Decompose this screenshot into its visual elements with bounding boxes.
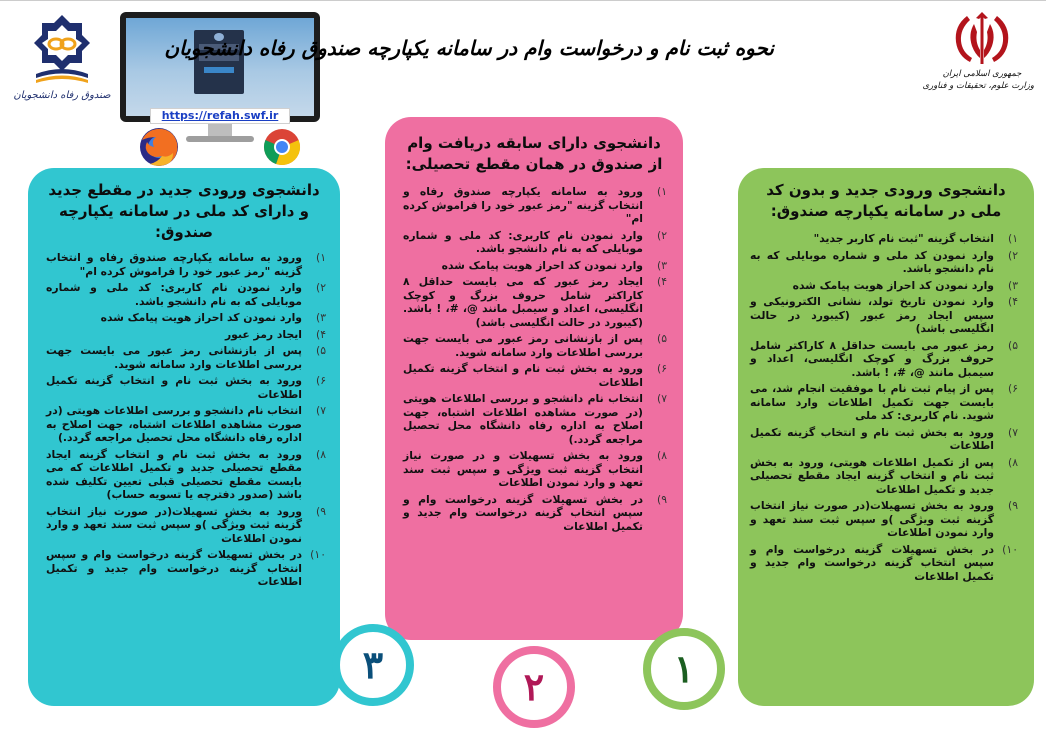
step-item xyxy=(750,279,1018,293)
step-item xyxy=(750,232,1018,246)
firefox-icon xyxy=(138,126,180,168)
monitor-base xyxy=(186,136,254,142)
step-item xyxy=(46,374,326,401)
step-item xyxy=(750,543,1018,584)
panel-title: دانشجوی دارای سابقه دریافت وام از صندوق در همان مقطع تحصیلی: xyxy=(405,134,663,173)
step-number: ۷) xyxy=(656,392,667,405)
step-number: ۷) xyxy=(1007,425,1018,439)
step-text: ایجاد رمز عبور که می بایست حداقل ۸ کاراکتر شامل حروف بزرگ و کوچک انگلیسی، اعداد و سیمبل مانند @، #، ! باشد. (کیبورد در حالت انگلیسی باشد) xyxy=(403,275,643,329)
step-number: ۹) xyxy=(315,504,326,518)
step-item xyxy=(750,499,1018,540)
step-number: ۲) xyxy=(1007,248,1018,262)
step-text: انتخاب گزینه "ثبت نام کاربر جدید" xyxy=(813,232,994,245)
badge-number-2: ۲ xyxy=(493,646,575,728)
steps-list xyxy=(403,185,667,533)
step-number: ۱) xyxy=(1007,232,1018,245)
step-number: ۳) xyxy=(315,311,326,324)
step-item xyxy=(750,339,1018,380)
step-number: ۷) xyxy=(315,404,326,417)
step-item xyxy=(403,259,667,273)
step-number: ۱) xyxy=(315,251,326,264)
step-item xyxy=(46,344,326,371)
step-text: در بخش تسهیلات گزینه درخواست وام و سپس انتخاب گزینه درخواست وام جدید و تکمیل اطلاعات xyxy=(46,548,302,588)
step-item xyxy=(46,328,326,342)
step-text: رمز عبور می بایست حداقل ۸ کاراکتر شامل حروف بزرگ و کوچک انگلیسی، اعداد و سیمبل مانند @، #، ! باشد. xyxy=(750,338,994,379)
step-number: ۸) xyxy=(1007,455,1018,469)
step-text: ورود به بخش ثبت نام و انتخاب گزینه تکمیل اطلاعات xyxy=(46,374,302,401)
step-item xyxy=(750,249,1018,276)
fund-name: صندوق رفاه دانشجویان xyxy=(13,90,111,101)
step-number: ۴) xyxy=(1007,295,1018,308)
fund-emblem-icon xyxy=(26,12,98,86)
step-text: وارد نمودن کد احراز هویت پیامک شده xyxy=(792,278,994,292)
step-item xyxy=(750,426,1018,453)
step-number: ۴) xyxy=(656,275,667,288)
step-text: ورود به سامانه یکپارچه صندوق رفاه و انتخاب گزینه "رمز عبور خود را فراموش کرده ام" xyxy=(403,185,643,225)
step-text: در بخش تسهیلات گزینه درخواست وام و سپس انتخاب گزینه درخواست وام جدید و تکمیل اطلاعات xyxy=(750,542,994,583)
step-item xyxy=(750,295,1018,336)
step-item xyxy=(403,275,667,329)
steps-list xyxy=(46,251,326,589)
step-number: ۱۰) xyxy=(310,548,326,561)
step-number: ۳) xyxy=(656,258,667,272)
step-text: پس از پیام ثبت نام با موفقیت انجام شد، می بایست جهت تکمیل اطلاعات وارد سامانه شوید. نام کاربری: کد ملی xyxy=(750,382,994,422)
step-number: ۸) xyxy=(656,449,667,462)
step-number: ۶) xyxy=(1007,382,1018,395)
step-text: پس از بازنشانی رمز عبور می بایست جهت بررسی اطلاعات وارد سامانه شوید. xyxy=(46,344,302,371)
step-text: ورود به بخش ثبت نام و انتخاب گزینه ایجاد مقطع تحصیلی جدید و تکمیل اطلاعات که می بایست مقطع تحصیلی قبلی تعیین تکلیف شده باشد (صدور دفترچه یا تسویه حساب) xyxy=(46,447,302,501)
step-item xyxy=(403,449,667,490)
step-number: ۵) xyxy=(315,344,326,357)
step-number: ۱۰) xyxy=(1002,542,1018,556)
top-border xyxy=(0,0,1046,1)
step-text: پس از بازنشانی رمز عبور می بایست جهت بررسی اطلاعات وارد سامانه شوید. xyxy=(403,332,643,359)
step-text: ورود به بخش تسهیلات(در صورت نیاز انتخاب گزینه ثبت ویژگی )و سپس ثبت سند تعهد و وارد نمودن اطلاعات xyxy=(750,499,994,539)
step-text: انتخاب نام دانشجو و بررسی اطلاعات هویتی (در صورت مشاهده اطلاعات اشتباه، جهت اصلاح به اداره رفاه دانشگاه محل تحصیل مراجعه گردد.) xyxy=(46,404,302,444)
step-item xyxy=(750,456,1018,497)
step-text: وارد نمودن نام کاربری: کد ملی و شماره موبایلی که به نام دانشجو باشد. xyxy=(46,281,302,308)
step-text: ایجاد رمز عبور xyxy=(224,327,302,341)
step-number: ۶) xyxy=(315,374,326,387)
fund-logo xyxy=(12,12,112,128)
step-item xyxy=(46,311,326,325)
step-item xyxy=(46,448,326,502)
step-number: ۵) xyxy=(656,332,667,345)
panel-title: دانشجوی ورودی جدید در مقطع جدید و دارای کد ملی در سامانه یکپارچه صندوق: xyxy=(48,181,320,241)
step-item xyxy=(46,404,326,445)
step-item xyxy=(403,229,667,256)
badge-number-1: ۱ xyxy=(643,628,725,710)
step-number: ۱) xyxy=(656,185,667,198)
panel-title: دانشجوی ورودی جدید و بدون کد ملی در سامانه یکپارچه صندوق: xyxy=(766,181,1006,220)
step-item xyxy=(403,362,667,389)
step-item xyxy=(403,185,667,226)
panel-returning-borrower xyxy=(385,117,683,640)
panel-new-student-no-id xyxy=(738,168,1034,706)
step-text: وارد نمودن تاریخ تولد، نشانی الکترونیکی و سپس ایجاد رمز عبور (کیبورد در حالت انگلیسی باشد) xyxy=(750,295,994,335)
steps-list xyxy=(750,232,1018,583)
step-item xyxy=(46,548,326,589)
step-text: وارد نمودن کد ملی و شماره موبایلی که به نام دانشجو باشد. xyxy=(750,248,994,275)
step-number: ۲) xyxy=(315,281,326,294)
step-text: ورود به بخش ثبت نام و انتخاب گزینه تکمیل اطلاعات xyxy=(750,425,994,452)
step-text: ورود به بخش ثبت نام و انتخاب گزینه تکمیل اطلاعات xyxy=(403,362,643,389)
step-number: ۸) xyxy=(315,447,326,461)
badge-number-3: ۳ xyxy=(332,624,414,706)
step-number: ۵) xyxy=(1007,338,1018,352)
step-text: وارد نمودن کد احراز هویت پیامک شده xyxy=(100,311,302,324)
step-text: انتخاب نام دانشجو و بررسی اطلاعات هویتی (در صورت مشاهده اطلاعات اشتباه، جهت اصلاح به اداره رفاه دانشگاه محل تحصیل مراجعه گردد.) xyxy=(403,392,643,446)
step-item xyxy=(750,382,1018,423)
step-item xyxy=(403,332,667,359)
chrome-icon xyxy=(263,128,301,166)
step-number: ۹) xyxy=(1007,499,1018,512)
ministry-logo xyxy=(922,10,1034,120)
step-number: ۶) xyxy=(656,362,667,375)
ministry-name: وزارت علوم، تحقیقات و فناوری xyxy=(922,81,1034,91)
step-text: وارد نمودن کد احراز هویت پیامک شده xyxy=(441,258,643,272)
website-link[interactable]: https://refah.swf.ir xyxy=(150,108,290,124)
step-number: ۴) xyxy=(315,327,326,341)
iran-emblem-icon xyxy=(950,10,1014,68)
ministry-country: جمهوری اسلامی ایران xyxy=(942,69,1022,79)
step-item xyxy=(403,493,667,534)
step-text: ورود به سامانه یکپارچه صندوق رفاه و انتخاب گزینه "رمز عبور خود را فراموش کرده ام" xyxy=(46,251,302,278)
step-item xyxy=(46,505,326,546)
step-number: ۳) xyxy=(1007,278,1018,292)
step-number: ۹) xyxy=(656,492,667,506)
step-text: ورود به بخش تسهیلات(در صورت نیاز انتخاب گزینه ثبت ویژگی )و سپس ثبت سند تعهد و وارد نمودن اطلاعات xyxy=(46,504,302,545)
step-text: وارد نمودن نام کاربری: کد ملی و شماره موبایلی که به نام دانشجو باشد. xyxy=(403,228,643,255)
step-item xyxy=(46,281,326,308)
step-text: در بخش تسهیلات گزینه درخواست وام و سپس انتخاب گزینه درخواست وام جدید و تکمیل اطلاعات xyxy=(403,492,643,533)
step-text: ورود به بخش تسهیلات و در صورت نیاز انتخاب گزینه ثبت ویژگی و سپس ثبت سند تعهد و وارد نمودن اطلاعات xyxy=(403,449,643,489)
step-item xyxy=(403,392,667,446)
step-item xyxy=(46,251,326,278)
step-number: ۲) xyxy=(656,228,667,242)
panel-new-degree-with-id xyxy=(28,168,340,706)
page-title: نحوه ثبت نام و درخواست وام در سامانه یکپارچه صندوق رفاه دانشجویان xyxy=(164,36,774,60)
step-text: پس از تکمیل اطلاعات هویتی، ورود به بخش ثبت نام و انتخاب گزینه ایجاد مقطع تحصیلی جدید و تکمیل اطلاعات xyxy=(750,455,994,496)
